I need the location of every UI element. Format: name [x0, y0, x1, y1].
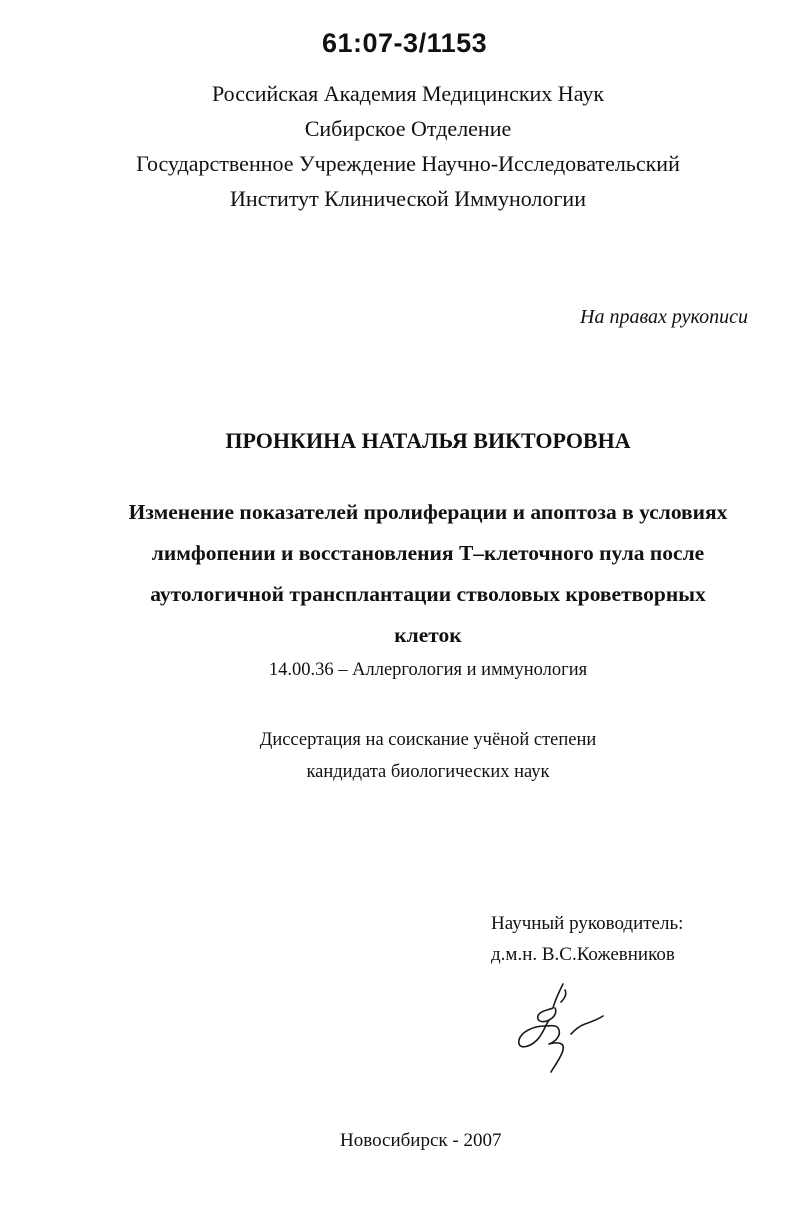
degree-line: Диссертация на соискание учёной степени [259, 730, 597, 750]
degree-statement [30, 724, 796, 788]
registration-number: 61:07-3/1153 [322, 28, 488, 58]
city-year: Новосибирск - 2007 [340, 1130, 502, 1151]
organization-line: Государственное Учреждение Научно-Исследовательский [136, 151, 680, 176]
supervisor-label: Научный руководитель: [491, 913, 684, 934]
title-line: Изменение показателей пролиферации и апоптоза в условиях [128, 500, 728, 524]
specialty-code: 14.00.36 – Аллергология и иммунология [268, 660, 588, 680]
dissertation-title [60, 492, 796, 656]
author-name: ПРОНКИНА НАТАЛЬЯ ВИКТОРОВНА [225, 428, 631, 453]
organization-line: Институт Клинической Иммунологии [230, 186, 586, 211]
manuscript-note: На правах рукописи [580, 306, 748, 328]
supervisor-name: д.м.н. В.С.Кожевников [491, 944, 675, 965]
organization-line: Российская Академия Медицинских Наук [211, 81, 605, 106]
title-line: клеток [394, 623, 462, 647]
title-line: лимфопении и восстановления Т–клеточного пула после [151, 541, 705, 565]
supervisor-block [491, 908, 683, 970]
organization-header [20, 76, 796, 216]
title-line: аутологичной трансплантации стволовых кроветворных [150, 582, 706, 606]
degree-line: кандидата биологических наук [306, 762, 550, 782]
signature-icon [505, 980, 615, 1075]
organization-line: Сибирское Отделение [304, 116, 512, 141]
